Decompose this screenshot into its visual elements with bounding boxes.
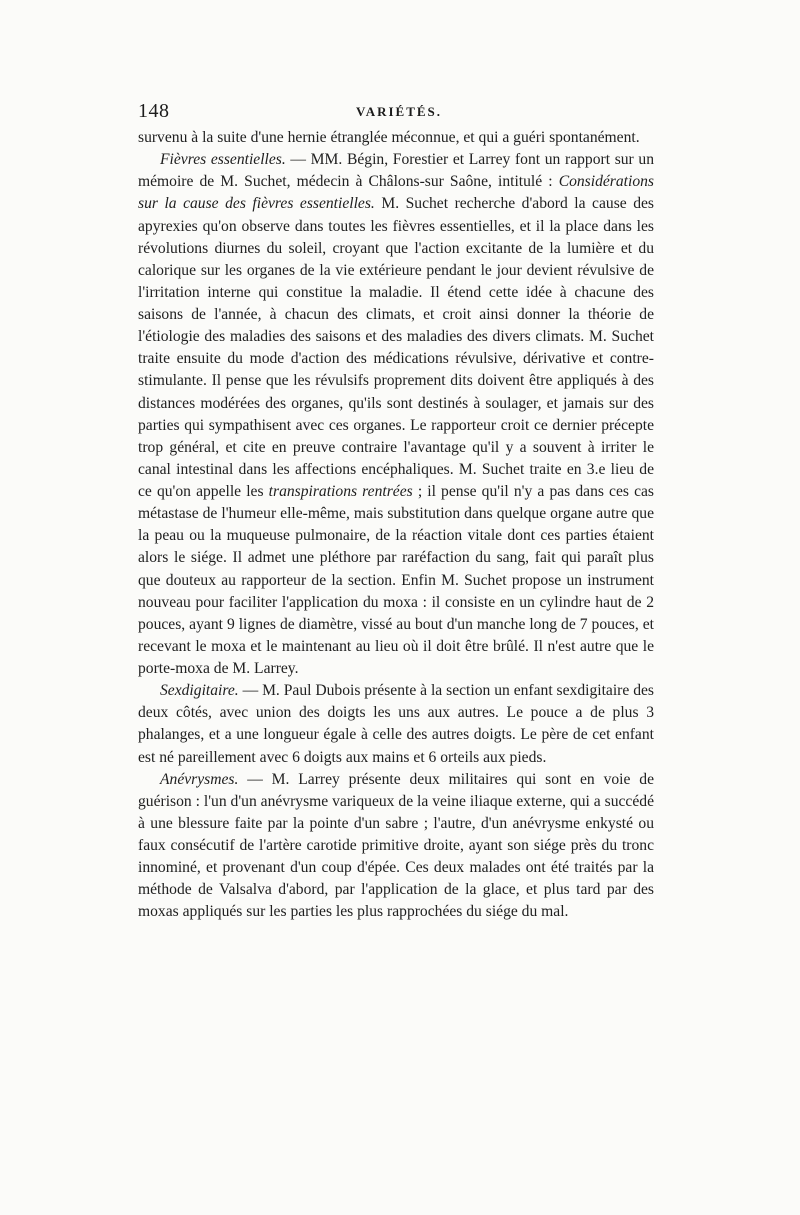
text-run: M. Suchet recherche d'abord la cause des apyrexies qu'on observe dans toutes les fièvres essentielles, et il la place dans les révolutions diurnes du soleil, croyant que l'action excitante de la lumière et du calorique sur les organes de la vie extérieure pendant le jour devient révulsive de l'irritation interne qui constitue la maladie. Il étend cette idée à chacune des saisons de l'année, à chacun des climats, et croit ainsi donner la théorie de l'étiologie des maladies des saisons et des maladies des divers climats. M. Suchet traite ensuite du mode d'action des médications révulsive, dérivative et contre-stimulante. Il pense que les révulsifs proprement dits doivent être appliqués à des distances modérées des organes, qu'ils sont destinés à soulager, et jamais sur des parties qui sympathisent avec ces organes. Le rapporteur croit ce dernier précepte trop général, et cite en preuve contraire l'avantage qu'il y a souvent à irriter le canal intestinal dans les affections encéphaliques. M. Suchet traite en 3.e lieu de ce qu'on appelle les: [138, 195, 654, 500]
paragraph-anevrysmes: [138, 769, 654, 924]
page-number: 148: [138, 100, 170, 122]
text-run: — M. Larrey présente deux militaires qui sont en voie de guérison : l'un d'un anévrysme variqueux de la veine iliaque externe, qui a succédé à une blessure faite par la pointe d'un sabre ; l'autre, d'un anévrysme enkysté ou faux consécutif de l'artère carotide primitive droite, ayant son siége près du tronc innominé, et provenant d'un coup d'épée. Ces deux malades ont été traités par la méthode de Valsalva d'abord, par l'application de la glace, et plus tard par des moxas appliqués sur les parties les plus rapprochées du siége du mal.: [138, 770, 654, 921]
section-title-sexdigitaire: Sexdigitaire.: [160, 682, 239, 700]
text-run: — M. Paul Dubois présente à la section un enfant sexdigitaire des deux côtés, avec union des doigts les uns aux autres. Le pouce a de plus 3 phalanges, et a une longueur égale à celle des autres doigts. Le père de cet enfant est né pareillement avec 6 doigts aux mains et 6 orteils aux pieds.: [138, 682, 654, 766]
body-text: [138, 127, 654, 924]
page-header: [138, 100, 662, 124]
text-run: — MM. Bégin, Forestier et Larrey font un rapport sur un mémoire de M. Suchet, médecin à Châlons-sur Saône, intitulé :: [138, 151, 654, 191]
running-title: VARIÉTÉS.: [356, 104, 443, 119]
paragraph-sexdigitaire: [138, 680, 654, 769]
section-title-anevrysmes: Anévrysmes.: [160, 770, 239, 788]
section-title-fievres: Fièvres essentielles.: [160, 151, 286, 169]
memoir-title: Considérations sur la cause des fièvres essentielles.: [138, 173, 654, 213]
paragraph-continuation: [138, 127, 654, 149]
text-run: ; il pense qu'il n'y a pas dans ces cas métastase de l'humeur elle-même, mais substitution dans quelque organe autre que la peau ou la muqueuse pulmonaire, de la réaction vitale dont ces parties étaient alors le siége. Il admet une pléthore par raréfaction du sang, fait qui paraît plus que douteux au rapporteur de la section. Enfin M. Suchet propose un instrument nouveau pour faciliter l'application du moxa : il consiste en un cylindre haut de 2 pouces, ayant 9 lignes de diamètre, vissé au bout d'un manche long de 7 pouces, et recevant le moxa et le maintenant au lieu où il doit être brûlé. Il n'est autre que le porte-moxa de M. Larrey.: [138, 483, 654, 677]
paragraph-fievres-essentielles: [138, 149, 654, 680]
italic-term: transpirations rentrées: [268, 483, 413, 500]
text-run: survenu à la suite d'une hernie étranglée méconnue, et qui a guéri spontanément.: [138, 129, 640, 146]
